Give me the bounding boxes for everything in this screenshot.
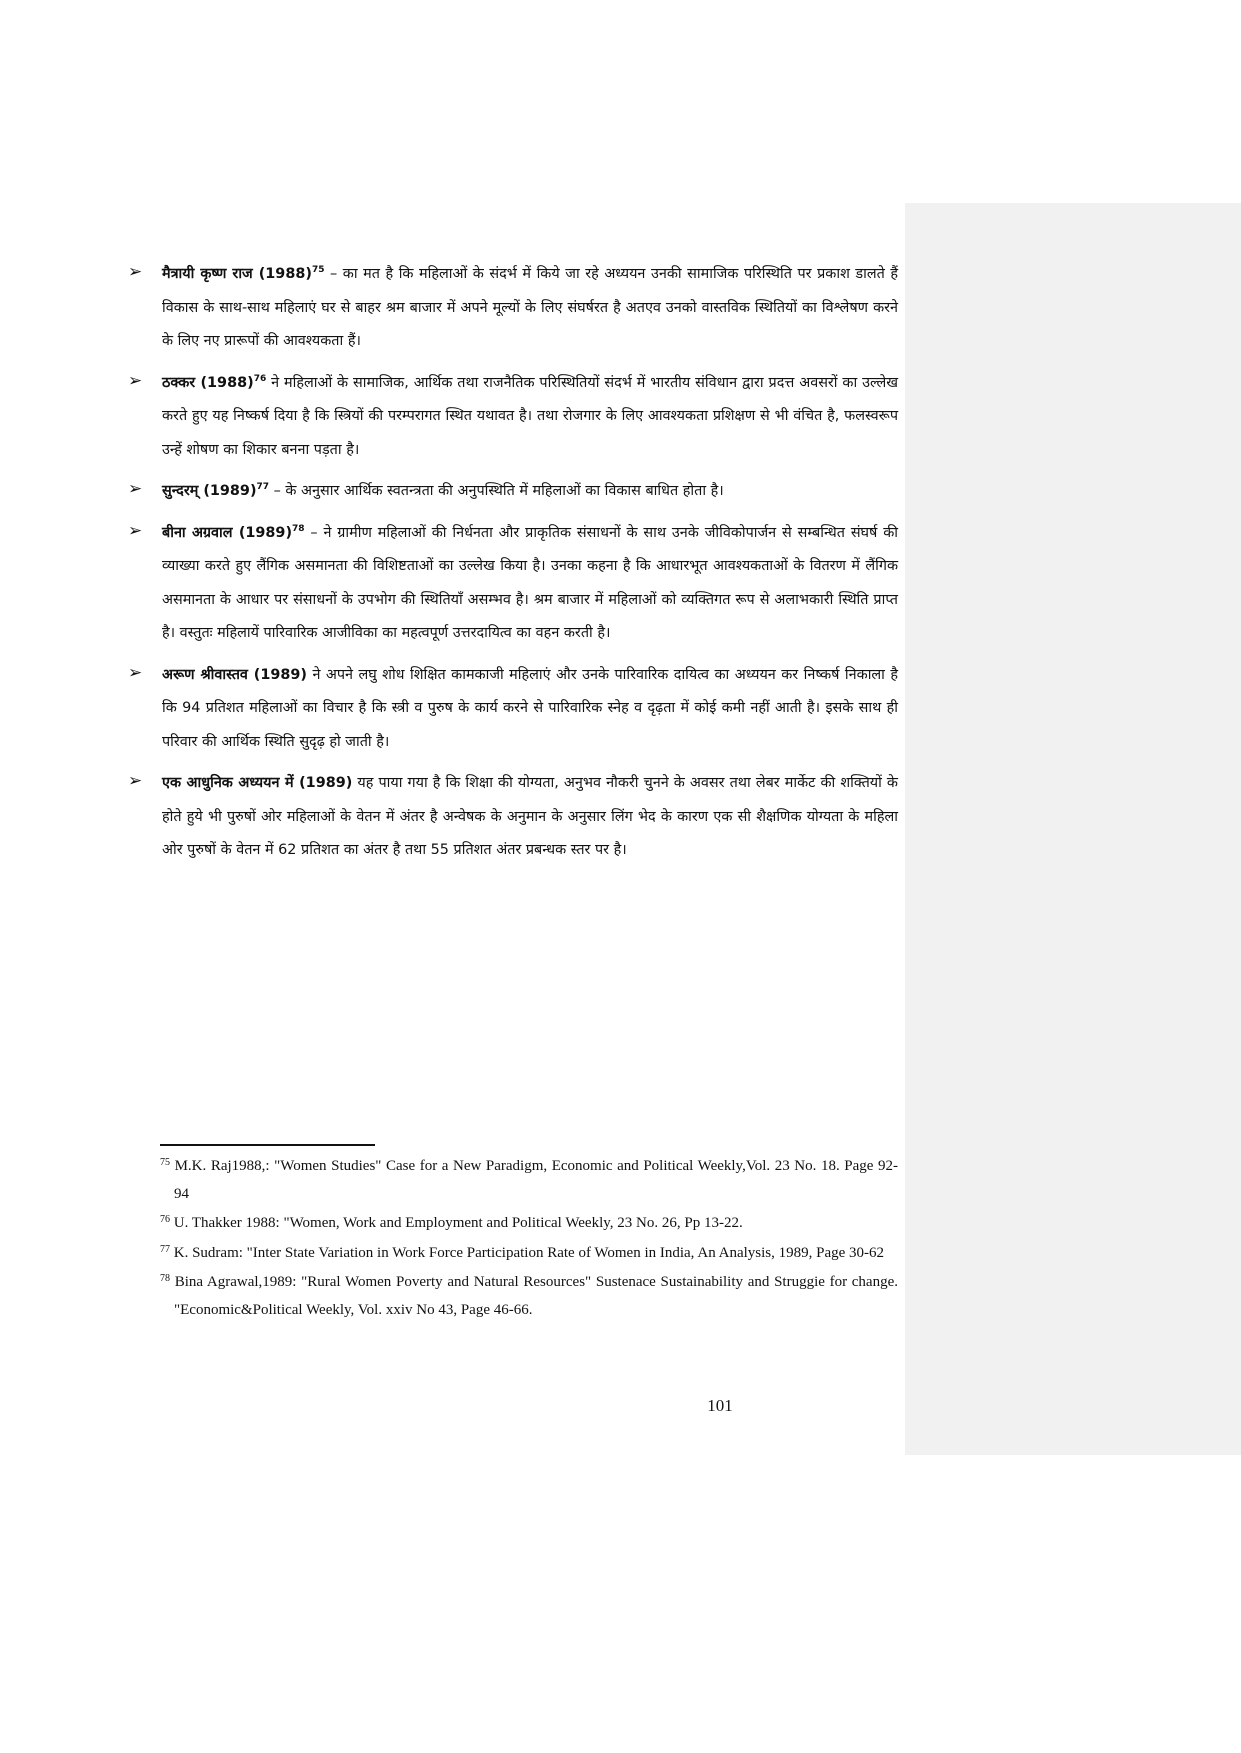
entry-paragraph	[162, 659, 898, 760]
entry-body: – का मत है कि महिलाओं के संदर्भ में किये जा रहे अध्ययन उनकी सामाजिक परिस्थिति पर प्रकाश डालते हैं विकास के साथ-साथ महिलाएं घर से बाहर श्रम बाजार में अपने मूल्यों के लिए संघर्षरत है अतएव उनको वास्तविक स्थितियों का विश्लेषण करने के लिए नए प्रारूपों की आवश्यकता हैं।	[162, 266, 899, 349]
body-text	[128, 258, 898, 876]
entry-body: ने महिलाओं के सामाजिक, आर्थिक तथा राजनैतिक परिस्थितियों संदर्भ में भारतीय संविधान द्वारा प्रदत्त अवसरों का उल्लेख करते हुए यह निष्कर्ष दिया है कि स्त्रियों की परम्परागत स्थित यथावत है। तथा रोजगार के लिए आवश्यकता प्रशिक्षण से भी वंचित है, फलस्वरूप उन्हें शोषण का शिकार बनना पड़ता है।	[162, 374, 898, 458]
comment-pane	[905, 203, 1241, 1455]
footnote-ref[interactable]: 75	[311, 265, 325, 275]
footnote-ref[interactable]: 77	[256, 482, 270, 492]
footnote-number: 76	[160, 1214, 170, 1225]
entry-heading: सुन्दरम् (1989)	[162, 483, 257, 499]
list-item	[128, 517, 898, 651]
footnote-text: K. Sudram: "Inter State Variation in Work Force Participation Rate of Women in India, An Analysis, 1989, Page 30-62	[173, 1244, 885, 1261]
arrow-bullet-icon: ➢	[128, 479, 143, 499]
footnote-ref[interactable]: 76	[253, 373, 267, 384]
footnote	[160, 1210, 898, 1238]
footnote-separator	[160, 1144, 375, 1146]
footnotes	[160, 1153, 898, 1326]
footnote-ref[interactable]: 78	[292, 523, 305, 534]
entry-heading: अरूण श्रीवास्तव (1989)	[162, 666, 307, 683]
page-number: 101	[707, 1396, 733, 1415]
entry-body: – ने ग्रामीण महिलाओं की निर्धनता और प्राकृतिक संसाधनों के साथ उनके जीविकोपार्जन से सम्बन्धित संघर्ष की व्याख्या करते हुए लैंगिक असमानता की विशिष्टताओं का उल्लेख किया है। उनका कहना है कि आधारभूत आवश्यकताओं के वितरण में लैंगिक असमानता के आधार पर संसाधनों के उपभोग की स्थितियाँ असम्भव है। श्रम बाजार में महिलाओं को व्यक्तिगत रूप से अलाभकारी स्थिति प्राप्त है। वस्तुतः महिलायें पारिवारिक आजीविका का महत्वपूर्ण उत्तरदायित्व का वहन करती है।	[162, 524, 899, 641]
entry-heading: बीना अग्रवाल (1989)	[162, 524, 293, 541]
footnote-text: M.K. Raj1988,: "Women Studies" Case for a New Paradigm, Economic and Political Weekly,Vol. 23 No. 18. Page 92-94	[174, 1158, 898, 1202]
footnote-number: 78	[160, 1273, 170, 1284]
list-item	[128, 258, 898, 359]
entry-paragraph	[162, 367, 898, 468]
list-item	[128, 475, 898, 509]
entry-paragraph	[162, 517, 898, 651]
entry-body: यह पाया गया है कि शिक्षा की योग्यता, अनुभव नौकरी चुनने के अवसर तथा लेबर मार्केट की शक्तियों के होते हुये भी पुरुषों ओर महिलाओं के वेतन में अंतर है अन्वेषक के अनुमान के अनुसार लिंग भेद के कारण एक सी शैक्षणिक योग्यता के महिला ओर पुरुषों के वेतन में 62 प्रतिशत का अंतर है तथा 55 प्रतिशत अंतर प्रबन्धक स्तर पर है।	[162, 775, 898, 858]
entry-paragraph	[162, 475, 898, 509]
entry-heading: ठक्कर (1988)	[162, 374, 254, 391]
entry-paragraph	[162, 767, 898, 868]
arrow-bullet-icon: ➢	[128, 370, 143, 391]
footnote-text: Bina Agrawal,1989: "Rural Women Poverty and Natural Resources" Sustenace Sustainability and Struggie for change. "Economic&Political Weekly, Vol. xxiv No 43, Page 46-66.	[174, 1274, 898, 1318]
footnote-number: 77	[160, 1243, 170, 1255]
footnote-text: U. Thakker 1988: "Women, Work and Employment and Political Weekly, 23 No. 26, Pp 13-22.	[173, 1215, 743, 1231]
entry-heading: मैत्रायी कृष्ण राज (1988)	[162, 266, 312, 282]
arrow-bullet-icon: ➢	[128, 520, 143, 541]
footnote	[160, 1153, 898, 1208]
footnote-number: 75	[160, 1157, 170, 1168]
list-item	[128, 367, 898, 468]
arrow-bullet-icon: ➢	[128, 662, 143, 683]
arrow-bullet-icon: ➢	[128, 771, 143, 791]
entry-body: ने अपने लघु शोध शिक्षित कामकाजी महिलाएं और उनके पारिवारिक दायित्व का अध्ययन कर निष्कर्ष निकाला है कि 94 प्रतिशत महिलाओं का विचार है कि स्त्री व पुरुष के कार्य करने से पारिवारिक स्नेह व दृढ़ता में कोई कमी नहीं आती है। इसके साथ ही परिवार की आर्थिक स्थिति सुदृढ़ हो जाती है।	[162, 666, 898, 750]
entry-heading: एक आधुनिक अध्ययन में (1989)	[162, 775, 353, 791]
entry-paragraph	[162, 258, 898, 359]
footnote	[160, 1240, 898, 1268]
entry-body: – के अनुसार आर्थिक स्वतन्त्रता की अनुपस्थिति में महिलाओं का विकास बाधित होता है।	[269, 483, 724, 499]
arrow-bullet-icon: ➢	[128, 262, 143, 282]
list-item	[128, 659, 898, 760]
footnote	[160, 1269, 898, 1324]
list-item	[128, 767, 898, 868]
